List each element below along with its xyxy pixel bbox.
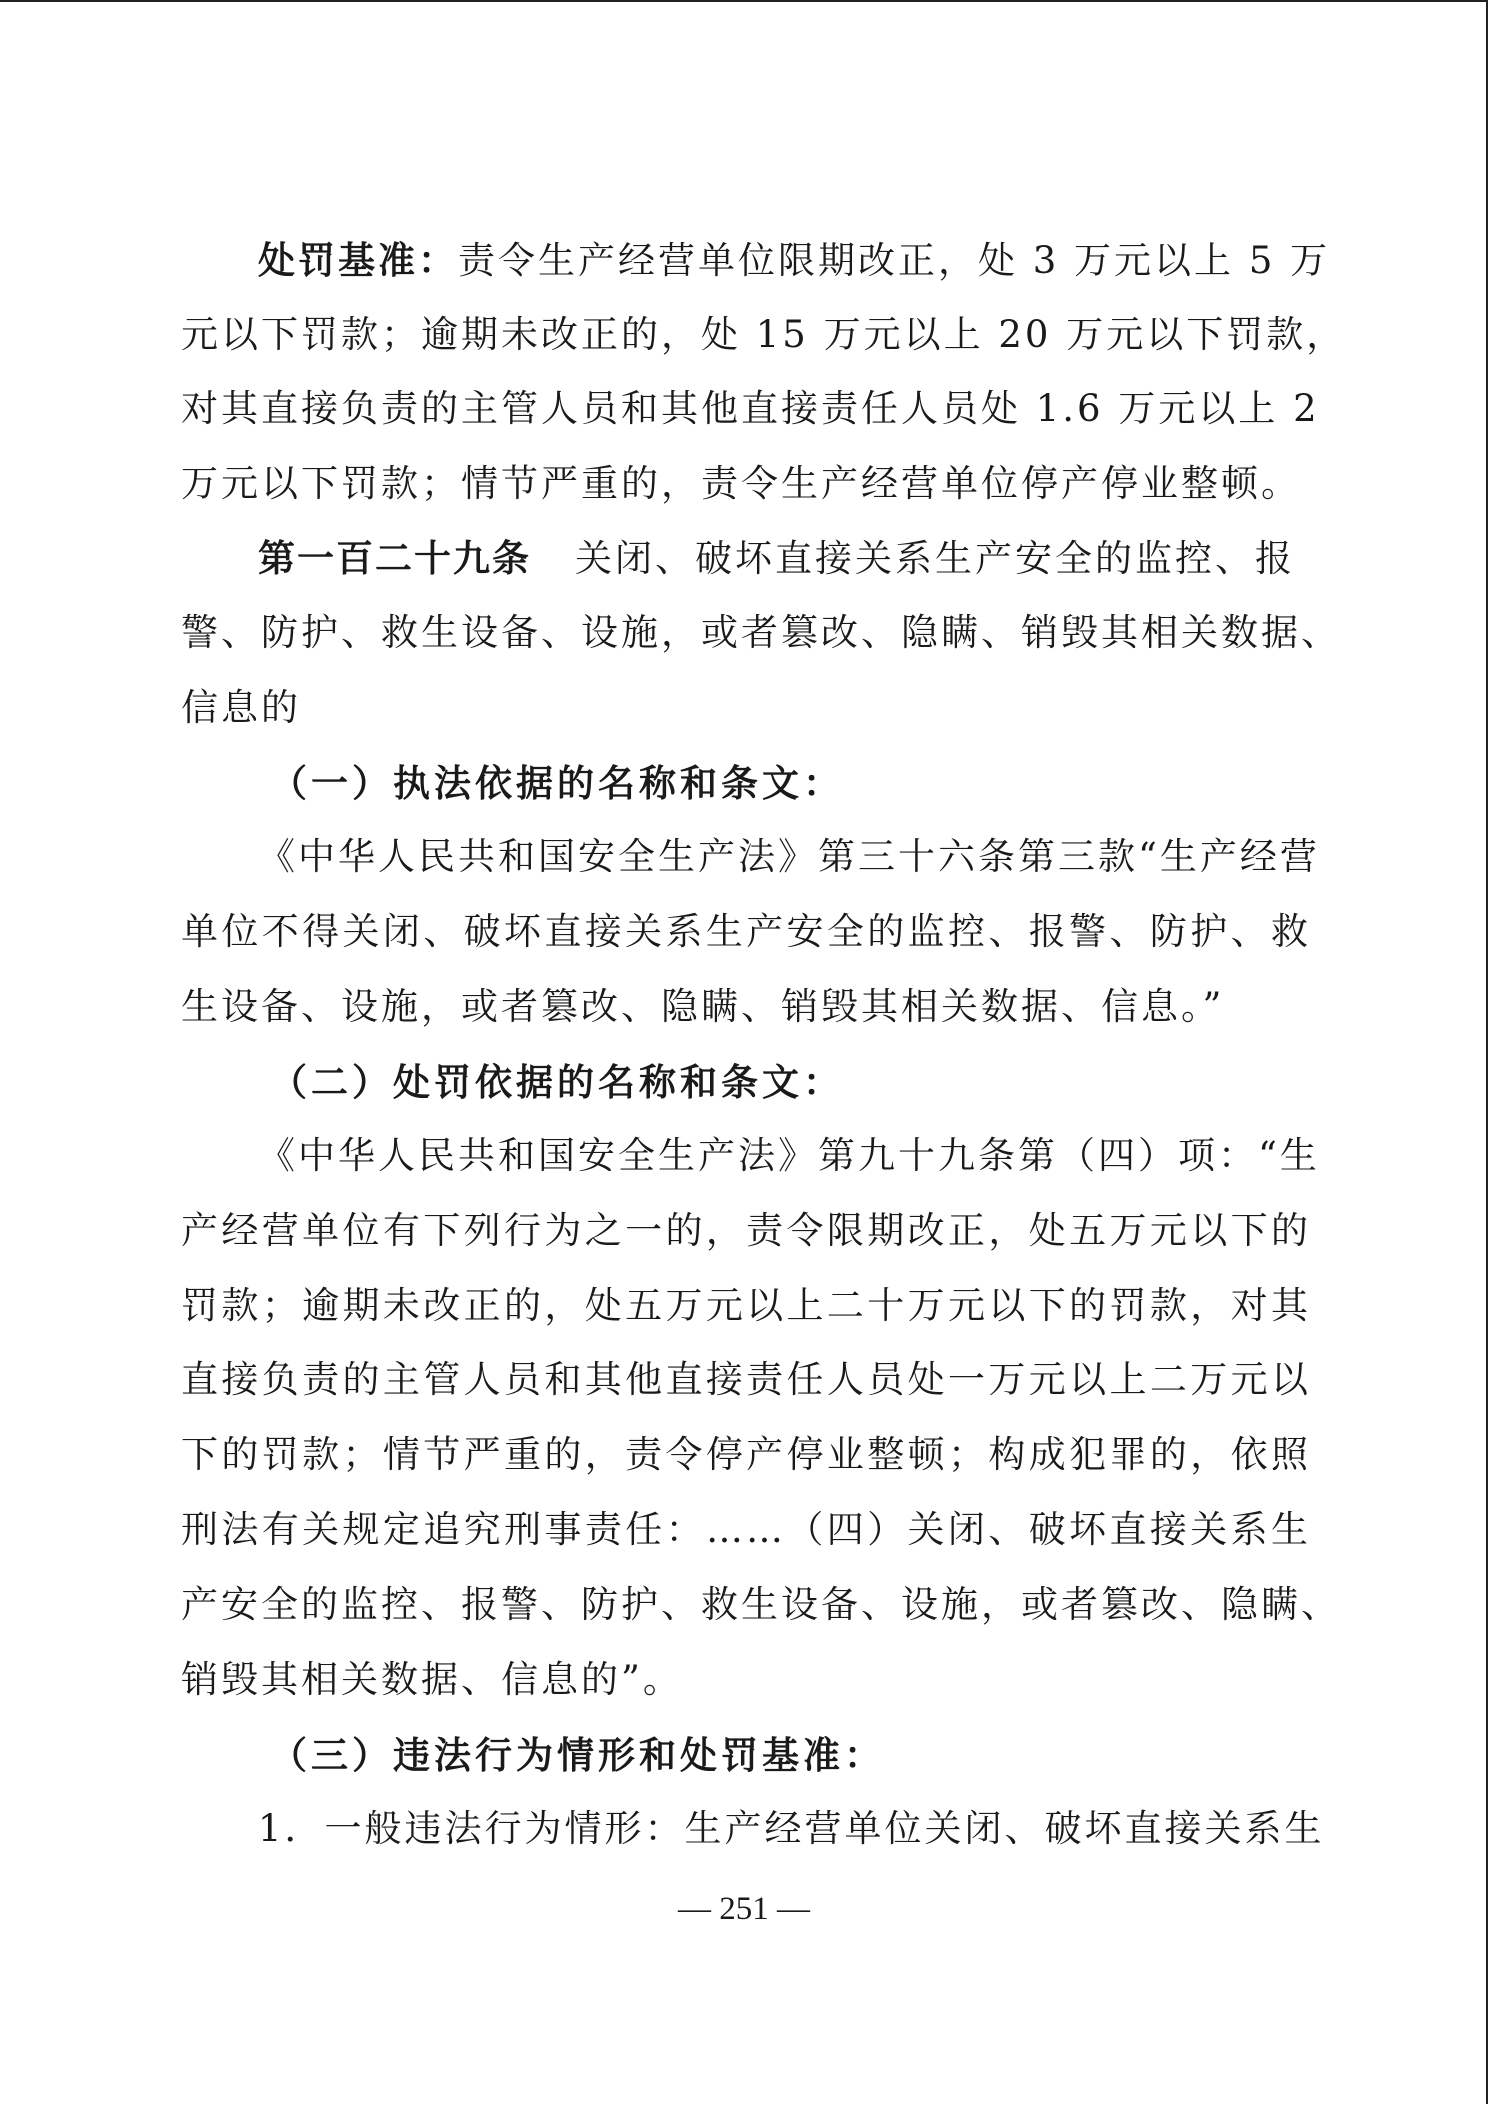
text-line: 警、防护、救生设备、设施，或者篡改、隐瞒、销毁其相关数据、 (181, 611, 1341, 654)
section-heading-3: （三）违法行为情形和处罚基准： (270, 1733, 885, 1777)
text-line: 信息的 (181, 686, 301, 729)
article-heading: 第一百二十九条 (258, 536, 531, 580)
text-line: 直接负责的主管人员和其他直接责任人员处一万元以上二万元以 (181, 1358, 1311, 1401)
text-line: 万元以下罚款；情节严重的，责令生产经营单位停产停业整顿。 (181, 462, 1301, 505)
text-line: 销毁其相关数据、信息的”。 (181, 1658, 683, 1701)
text-span: 责令生产经营单位限期改正，处 3 万元以上 5 万 (458, 239, 1331, 282)
text-line: 1．一般违法行为情形：生产经营单位关闭、破坏直接关系生 (258, 1807, 1325, 1850)
text-line: 刑法有关规定追究刑事责任：……（四）关闭、破坏直接关系生 (181, 1508, 1311, 1551)
text-line: 产安全的监控、报警、防护、救生设备、设施，或者篡改、隐瞒、 (181, 1583, 1341, 1626)
page-number: — 251 — (678, 1891, 810, 1927)
text-line: 罚款；逾期未改正的，处五万元以上二十万元以下的罚款，对其 (181, 1284, 1311, 1327)
text-line: 产经营单位有下列行为之一的，责令限期改正，处五万元以下的 (181, 1209, 1311, 1252)
penalty-standard-heading: 处罚基准： (258, 238, 458, 282)
text-line (258, 235, 1331, 286)
text-line: 《中华人民共和国安全生产法》第三十六条第三款“生产经营 (258, 835, 1320, 878)
section-heading-2: （二）处罚依据的名称和条文： (270, 1060, 844, 1104)
text-line: 下的罚款；情节严重的，责令停产停业整顿；构成犯罪的，依照 (181, 1433, 1311, 1476)
text-line: 单位不得关闭、破坏直接关系生产安全的监控、报警、防护、救 (181, 910, 1311, 953)
text-line: 生设备、设施，或者篡改、隐瞒、销毁其相关数据、信息。” (181, 985, 1225, 1028)
text-line: 元以下罚款；逾期未改正的，处 15 万元以上 20 万元以下罚款， (181, 313, 1347, 356)
text-line: 《中华人民共和国安全生产法》第九十九条第（四）项：“生 (258, 1134, 1320, 1177)
text-span: 关闭、破坏直接关系生产安全的监控、报 (575, 537, 1295, 580)
section-heading-1: （一）执法依据的名称和条文： (270, 761, 844, 805)
text-line (258, 533, 1311, 584)
text-line: 对其直接负责的主管人员和其他直接责任人员处 1.6 万元以上 2 (181, 387, 1320, 430)
